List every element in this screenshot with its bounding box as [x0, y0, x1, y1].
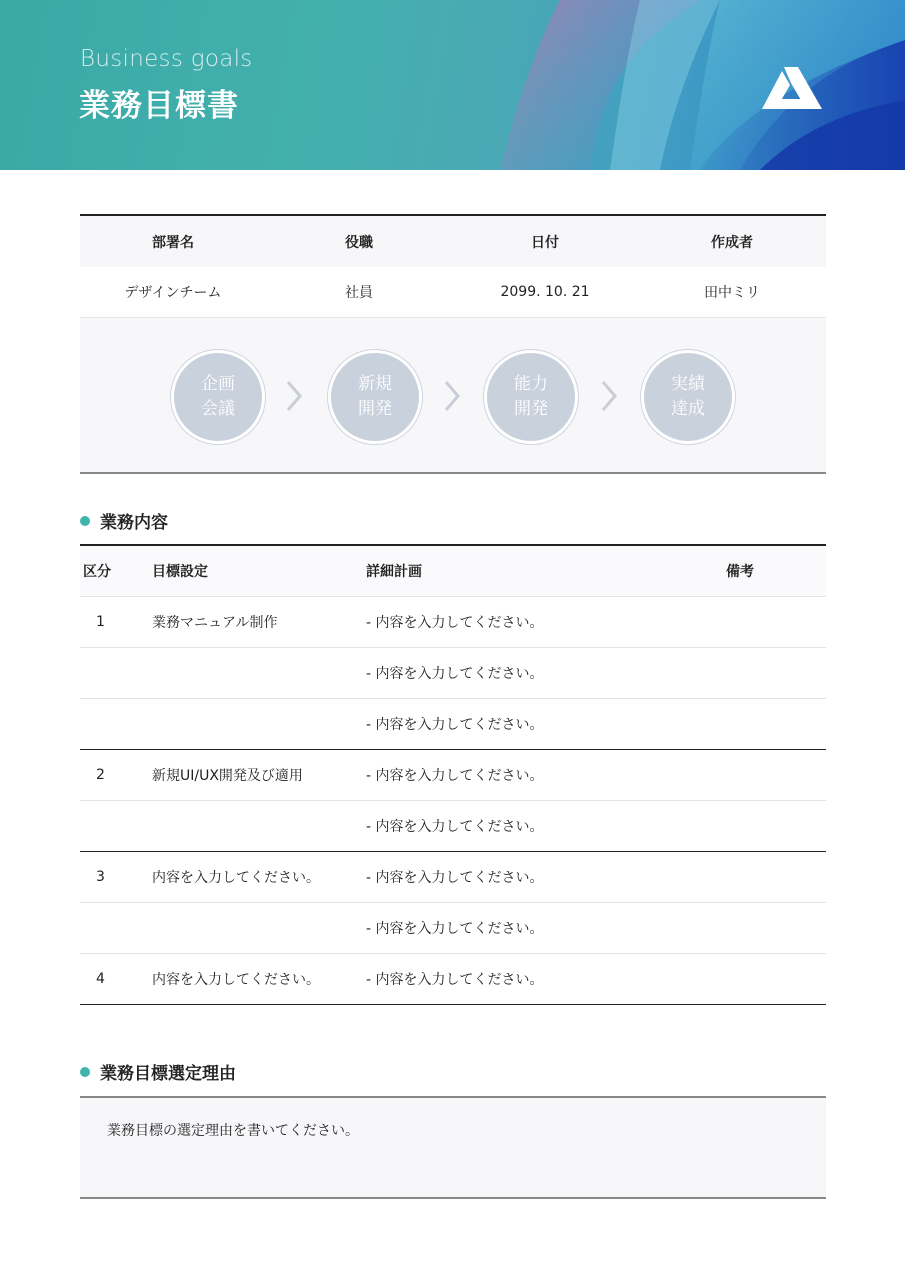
step-label-line2: 開発: [358, 399, 392, 419]
row-plan[interactable]: - 内容を入力してください。: [366, 666, 544, 682]
logo-icon: [762, 67, 824, 111]
table-row: [80, 852, 826, 903]
row-goal[interactable]: 業務マニュアル制作: [152, 615, 278, 631]
table-row: [80, 750, 826, 801]
info-header-department: 部署名: [152, 234, 194, 251]
table-row: [80, 954, 826, 1005]
step-label-line1: 実績: [671, 374, 705, 394]
row-plan[interactable]: - 内容を入力してください。: [366, 819, 544, 835]
step-skill-development: [484, 350, 578, 444]
header-banner: [0, 0, 905, 170]
row-goal[interactable]: 内容を入力してください。: [152, 972, 320, 988]
step-new-development: [328, 350, 422, 444]
row-number[interactable]: 1: [96, 614, 105, 630]
tasks-header-row: [80, 546, 826, 597]
reason-section-title: [80, 1059, 236, 1084]
row-plan[interactable]: - 内容を入力してください。: [366, 921, 544, 937]
tasks-header-goal: 目標設定: [152, 564, 208, 580]
tasks-header-category: 区分: [83, 564, 111, 580]
step-label-line1: 能力: [514, 374, 548, 394]
row-goal[interactable]: 内容を入力してください。: [152, 870, 320, 886]
row-goal[interactable]: 新規UI/UX開発及び適用: [152, 768, 303, 784]
step-label-line2: 達成: [671, 399, 705, 419]
row-number[interactable]: 4: [96, 971, 105, 987]
row-number[interactable]: 2: [96, 767, 105, 783]
table-row: [80, 597, 826, 648]
info-value-date[interactable]: 2099. 10. 21: [500, 284, 590, 300]
chevron-right-icon: [286, 380, 302, 412]
chevron-right-icon: [601, 380, 617, 412]
row-plan[interactable]: - 内容を入力してください。: [366, 972, 544, 988]
info-header-date: 日付: [531, 234, 559, 251]
step-label-line2: 開発: [514, 399, 548, 419]
tasks-section-title: [80, 508, 168, 533]
step-label-line1: 新規: [358, 374, 392, 394]
table-row: [80, 903, 826, 954]
chevron-right-icon: [444, 380, 460, 412]
table-row: [80, 699, 826, 750]
table-row: [80, 801, 826, 852]
header-title: 業務目標書: [79, 88, 239, 124]
row-plan[interactable]: - 内容を入力してください。: [366, 615, 544, 631]
table-row: [80, 648, 826, 699]
info-header-row: [80, 216, 826, 267]
step-planning: [171, 350, 265, 444]
info-value-author[interactable]: 田中ミリ: [704, 285, 760, 301]
reason-section-title-text: 業務目標選定理由: [100, 1064, 236, 1084]
row-number[interactable]: 3: [96, 869, 105, 885]
step-label-line2: 会議: [201, 399, 235, 419]
info-value-department[interactable]: デザインチーム: [124, 285, 222, 301]
info-header-position: 役職: [345, 234, 373, 251]
row-plan[interactable]: - 内容を入力してください。: [366, 768, 544, 784]
info-value-row: [80, 267, 826, 318]
process-steps: [80, 318, 826, 474]
info-value-position[interactable]: 社員: [345, 285, 373, 301]
reason-text[interactable]: 業務目標の選定理由を書いてください。: [107, 1123, 359, 1139]
tasks-table: [80, 544, 826, 1005]
tasks-section-title-text: 業務内容: [100, 513, 168, 533]
info-header-author: 作成者: [711, 234, 753, 251]
reason-box[interactable]: [80, 1096, 826, 1199]
tasks-header-plan: 詳細計画: [366, 564, 422, 580]
bullet-dot-icon: [80, 1067, 90, 1077]
row-plan[interactable]: - 内容を入力してください。: [366, 717, 544, 733]
bullet-dot-icon: [80, 516, 90, 526]
step-achievement: [641, 350, 735, 444]
row-plan[interactable]: - 内容を入力してください。: [366, 870, 544, 886]
header-subtitle: Business goals: [80, 46, 253, 72]
tasks-header-note: 備考: [726, 564, 754, 580]
info-table: [80, 214, 826, 318]
step-label-line1: 企画: [201, 374, 235, 394]
